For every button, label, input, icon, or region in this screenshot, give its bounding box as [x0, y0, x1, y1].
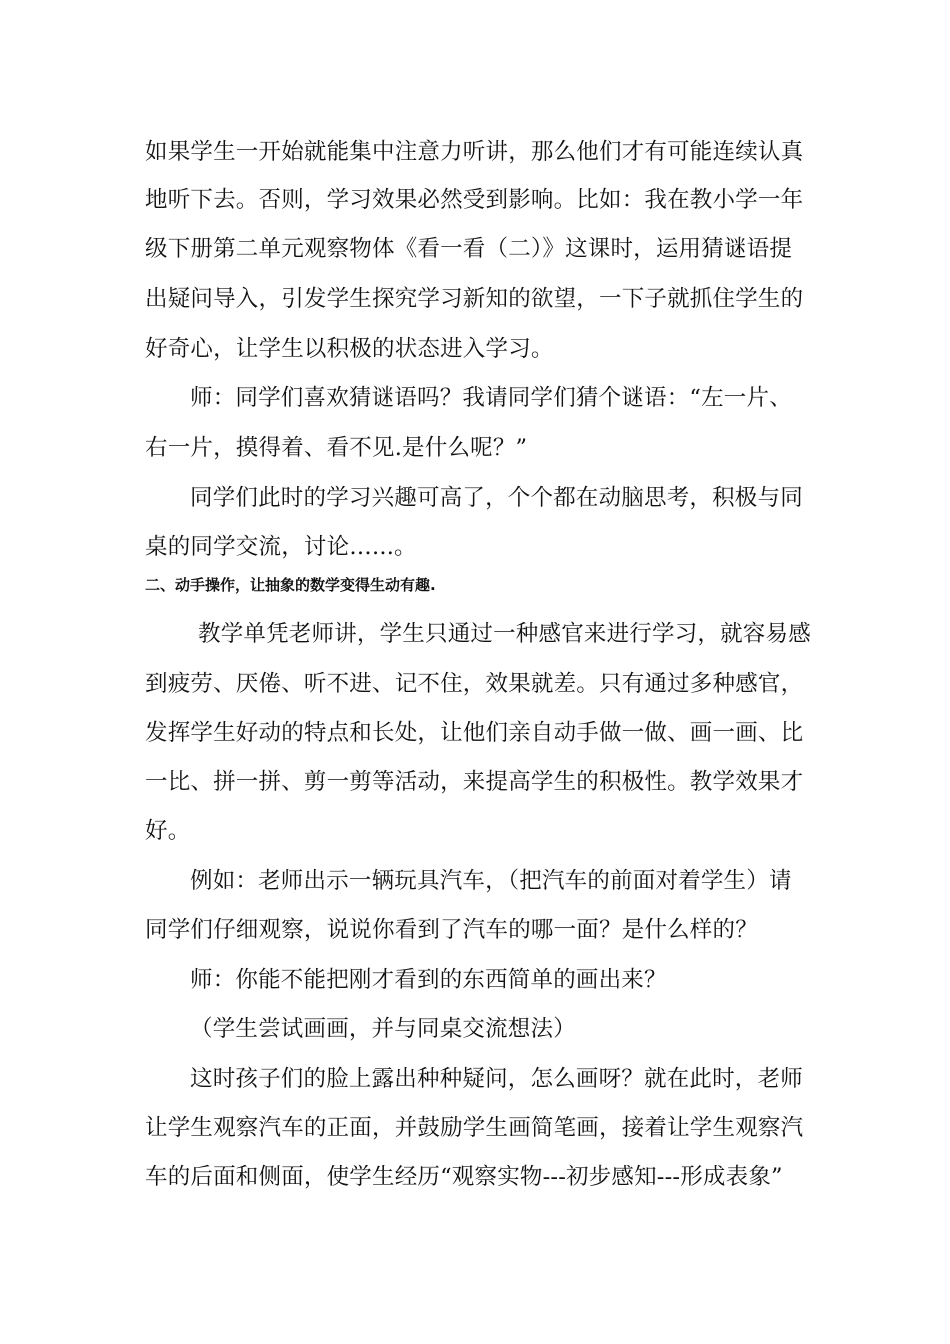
section-heading: 二、动手操作，让抽象的数学变得生动有趣.	[145, 576, 436, 594]
paragraph-line: 同学们此时的学习兴趣可高了，个个都在动脑思考，积极与同	[190, 485, 803, 511]
paragraph-line: 出疑问导入，引发学生探究学习新知的欲望，一下子就抓住学生的	[145, 286, 804, 312]
paragraph-line: 到疲劳、厌倦、听不进、记不住，效果就差。只有通过多种感官，	[145, 671, 804, 697]
paragraph-line: 发挥学生好动的特点和长处，让他们亲自动手做一做、画一画、比	[145, 720, 804, 746]
paragraph-line: 师：同学们喜欢猜谜语吗？我请同学们猜个谜语：“左一片、	[190, 385, 792, 411]
paragraph-line: （学生尝试画画，并与同桌交流想法）	[190, 1016, 576, 1042]
paragraph-line: 这时孩子们的脸上露出种种疑问，怎么画呀？就在此时，老师	[190, 1066, 803, 1092]
paragraph-line: 好。	[145, 818, 191, 844]
paragraph-line: 让学生观察汽车的正面，并鼓励学生画简笔画，接着让学生观察汽	[145, 1115, 804, 1141]
paragraph-line: 如果学生一开始就能集中注意力听讲，那么他们才有可能连续认真	[145, 139, 804, 165]
paragraph-line: 桌的同学交流，讨论…...。	[145, 534, 417, 560]
paragraph-line: 例如：老师出示一辆玩具汽车，（把汽车的前面对着学生）请	[190, 868, 792, 894]
paragraph-line: 同学们仔细观察，说说你看到了汽车的哪一面？是什么样的？	[145, 917, 758, 943]
paragraph-line: 车的后面和侧面，使学生经历“观察实物---初步感知---形成表象”	[145, 1164, 783, 1190]
paragraph-line: 一比、拼一拼、剪一剪等活动，来提高学生的积极性。教学效果才	[145, 769, 804, 795]
paragraph-line: 地听下去。否则，学习效果必然受到影响。比如：我在教小学一年	[145, 187, 804, 213]
paragraph-line: 师：你能不能把刚才看到的东西简单的画出来？	[190, 967, 667, 993]
paragraph-line: 教学单凭老师讲，学生只通过一种感官来进行学习，就容易感	[198, 621, 811, 647]
paragraph-line: 好奇心，让学生以积极的状态进入学习。	[145, 336, 554, 362]
paragraph-line: 级下册第二单元观察物体《看一看（二）》这课时，运用猜谜语提	[145, 236, 793, 262]
paragraph-line: 右一片，摸得着、看不见.是什么呢？”	[145, 435, 528, 461]
